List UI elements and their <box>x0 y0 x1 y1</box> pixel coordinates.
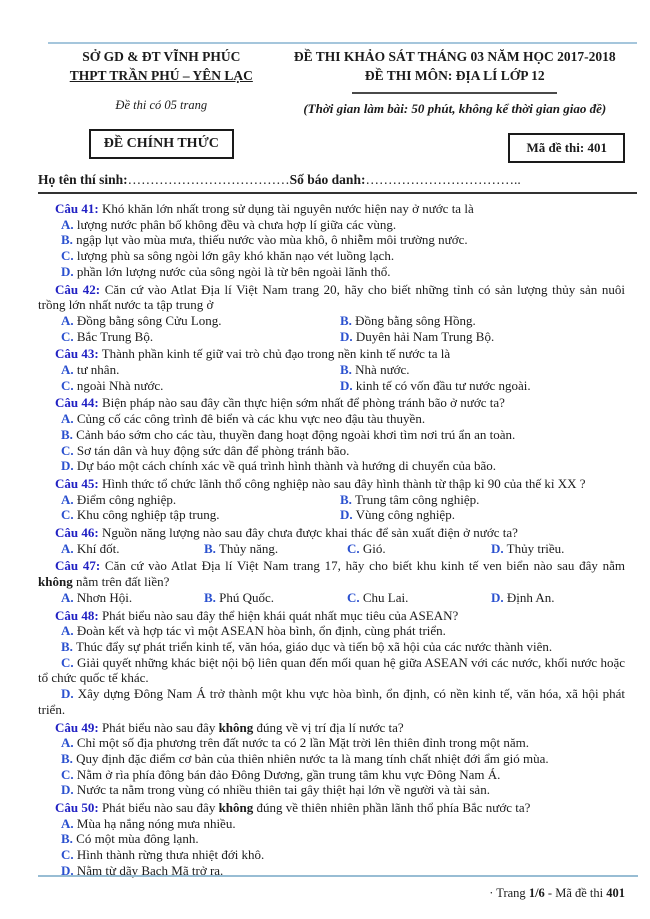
option-b <box>38 427 625 443</box>
option-letter: C. <box>61 442 74 458</box>
option-row <box>38 541 625 557</box>
exam-code-box: Mã đề thi: 401 <box>508 133 625 163</box>
option-row <box>38 590 625 606</box>
option-d <box>491 590 625 606</box>
option-text: Nước ta nằm trong vùng có nhiều thiên tai gây thiệt hại lớn về người và tài sản. <box>76 782 490 798</box>
question-45 <box>38 476 625 523</box>
option-letter: D. <box>61 263 74 279</box>
option-letter: C. <box>347 589 360 605</box>
option-text: kinh tế có vốn đầu tư nước ngoài. <box>355 377 531 393</box>
school-name: THPT TRẦN PHÚ – YÊN LẠC <box>69 68 253 83</box>
option-d <box>38 264 625 280</box>
option-a <box>61 313 340 329</box>
question-pre: Hình thức tổ chức lãnh thổ công nghiệp nào sau đây hình thành từ thập kỉ 90 của thế kỉ XX ? <box>101 475 586 491</box>
option-text: Định An. <box>506 589 555 605</box>
option-letter: C. <box>61 847 74 863</box>
option-c <box>347 541 491 557</box>
option-text: Đồng bằng sông Cửu Long. <box>76 312 222 328</box>
option-letter: A. <box>61 623 74 639</box>
question-text <box>38 608 625 624</box>
option-d <box>340 378 625 394</box>
option-b <box>340 492 625 508</box>
exam-header <box>38 49 625 163</box>
question-post: nằm trên đất liền? <box>75 574 170 590</box>
question-bold-word: không <box>218 800 254 816</box>
question-text <box>38 346 625 362</box>
footer-prefix: · Trang <box>489 886 529 900</box>
option-letter: B. <box>61 232 73 248</box>
option-text: Nhà nước. <box>355 362 410 378</box>
option-text: Mùa hạ nắng nóng mưa nhiều. <box>76 815 236 831</box>
option-letter: C. <box>61 248 74 264</box>
question-46 <box>38 525 625 556</box>
header-left-column <box>38 49 285 163</box>
option-a <box>38 217 625 233</box>
option-letter: B. <box>61 426 73 442</box>
option-d <box>491 541 625 557</box>
option-c <box>38 443 625 459</box>
exam-code-wrap <box>285 133 625 163</box>
option-row <box>38 507 625 523</box>
question-text <box>38 720 625 736</box>
question-text <box>38 525 625 541</box>
option-c <box>38 847 625 863</box>
question-bold-word: không <box>218 719 254 735</box>
question-pre: Phát biểu nào sau đây thể hiện khái quát nhất mục tiêu của ASEAN? <box>101 607 459 623</box>
question-pre: Biện pháp nào sau đây cần thực hiện sớm nhất để phòng tránh bão ở nước ta? <box>101 395 505 411</box>
question-pre: Căn cứ vào Atlat Địa lí Việt Nam trang 17, hãy cho biết khu kinh tế ven biển nào sau đây nằm <box>104 558 626 574</box>
option-c <box>61 378 340 394</box>
option-text: Nằm từ dãy Bạch Mã trở ra. <box>76 862 224 878</box>
question-50 <box>38 800 625 879</box>
option-b <box>38 232 625 248</box>
option-letter: A. <box>61 312 74 328</box>
question-list <box>38 201 625 879</box>
option-b <box>340 313 625 329</box>
question-42 <box>38 282 625 345</box>
option-text: Trung tâm công nghiệp. <box>354 491 480 507</box>
option-a <box>61 492 340 508</box>
footer-divider-line <box>38 875 638 877</box>
option-text: Nằm ở rìa phía đông bán đảo Đông Dương, gần trung tâm khu vực Đông Nam Á. <box>76 766 501 782</box>
option-text: Thủy năng. <box>218 540 279 556</box>
pages-note: Đề thi có 05 trang <box>115 98 208 112</box>
subject-title: ĐỀ THI MÔN: ĐỊA LÍ LỚP 12 <box>364 68 545 83</box>
option-letter: A. <box>61 411 74 427</box>
question-label: Câu 49: <box>55 719 99 735</box>
option-text: lượng phù sa sông ngòi lớn gây khó khăn nạo vét luồng lạch. <box>76 248 395 264</box>
option-letter: B. <box>61 638 73 654</box>
question-label: Câu 45: <box>55 475 99 491</box>
option-text: Nhơn Hội. <box>76 589 133 605</box>
question-label: Câu 42: <box>55 281 101 297</box>
option-text: Thủy triều. <box>506 540 565 556</box>
option-text: Phú Quốc. <box>219 589 275 605</box>
question-pre: Nguồn năng lượng nào sau đây chưa được khai thác để sản xuất điện ở nước ta? <box>101 525 518 541</box>
option-letter: C. <box>61 766 74 782</box>
option-letter: C. <box>347 540 360 556</box>
question-post: đúng về vị trí địa lí nước ta? <box>256 719 404 735</box>
option-b <box>38 639 625 655</box>
question-label: Câu 47: <box>55 558 101 574</box>
option-text: Xây dựng Đông Nam Á trở thành một khu vực hòa bình, ổn định, có nền kinh tế, văn hóa, xã hội phát triển. <box>38 686 626 717</box>
option-text: Củng cố các công trình đê biển và các khu vực neo đậu tàu thuyền. <box>76 411 426 427</box>
option-letter: D. <box>491 589 504 605</box>
footer-mid: - Mã đề thi <box>544 886 607 900</box>
option-text: Duyên hải Nam Trung Bộ. <box>355 328 495 344</box>
option-text: Dự báo một cách chính xác về quá trình hình thành và hướng di chuyển của bão. <box>76 458 497 474</box>
option-text: Quy định đặc điểm cơ bản của thiên nhiên nước ta là mang tính chất nhiệt đới ẩm gió mùa. <box>76 750 549 766</box>
option-row <box>38 329 625 345</box>
option-a <box>38 623 625 639</box>
question-41 <box>38 201 625 280</box>
question-text <box>38 476 625 492</box>
question-47 <box>38 558 625 605</box>
option-a <box>38 816 625 832</box>
option-a <box>61 590 204 606</box>
footer-page-number: 1/6 <box>528 886 545 900</box>
student-info-line <box>38 172 637 194</box>
page-footer <box>489 886 625 901</box>
option-a <box>61 362 340 378</box>
option-d <box>38 782 625 798</box>
option-text: Có một mùa đông lạnh. <box>76 831 199 847</box>
option-b <box>38 831 625 847</box>
option-letter: A. <box>61 589 74 605</box>
option-letter: C. <box>61 654 74 670</box>
option-text: Đoàn kết và hợp tác vì một ASEAN hòa bình, ổn định, cùng phát triển. <box>76 623 446 639</box>
option-text: Cảnh báo sớm cho các tàu, thuyền đang hoạt động ngoài khơi tìm nơi trú ẩn an toàn. <box>76 426 516 442</box>
option-text: Chỉ một số địa phương trên đất nước ta có 2 lần Mặt trời lên thiên đỉnh trong một năm. <box>76 735 529 751</box>
option-b <box>204 541 347 557</box>
option-b <box>38 751 625 767</box>
option-c <box>38 248 625 264</box>
question-pre: Thành phần kinh tế giữ vai trò chủ đạo trong nền kinh tế nước ta là <box>101 346 451 362</box>
option-text: Vùng công nghiệp. <box>355 507 455 523</box>
question-label: Câu 41: <box>55 201 99 216</box>
department-name: SỞ GD & ĐT VĨNH PHÚC <box>82 49 241 64</box>
option-letter: A. <box>61 540 74 556</box>
top-divider-line <box>48 42 637 44</box>
question-43 <box>38 346 625 393</box>
option-letter: B. <box>340 312 352 328</box>
question-label: Câu 44: <box>55 395 99 411</box>
option-letter: B. <box>61 750 73 766</box>
question-text <box>38 558 625 589</box>
question-label: Câu 48: <box>55 607 99 623</box>
option-letter: C. <box>61 507 74 523</box>
question-post: đúng về thiên nhiên phần lãnh thổ phía Bắc nước ta? <box>256 800 531 816</box>
option-letter: B. <box>340 491 352 507</box>
option-text: Hình thành rừng thưa nhiệt đới khô. <box>76 847 265 863</box>
question-text <box>38 395 625 411</box>
option-letter: D. <box>491 540 504 556</box>
question-pre: Phát biểu nào sau đây <box>101 800 216 816</box>
option-c <box>347 590 491 606</box>
question-44 <box>38 395 625 474</box>
option-d <box>38 458 625 474</box>
option-letter: A. <box>61 216 74 232</box>
option-c <box>38 655 625 686</box>
option-b <box>204 590 347 606</box>
option-text: Thúc đẩy sự phát triển kinh tế, văn hóa, giáo dục và tiến bộ xã hội của các nước thành viên. <box>75 638 553 654</box>
option-letter: D. <box>61 458 74 474</box>
footer-exam-code: 401 <box>606 886 625 900</box>
option-text: lượng nước phân bố không đều và chưa hợp lí giữa các vùng. <box>76 216 397 232</box>
student-name-dots: ……………………………… <box>127 172 290 187</box>
option-letter: A. <box>61 735 74 751</box>
question-text <box>38 800 625 816</box>
student-name-label: Họ tên thí sinh: <box>38 172 128 187</box>
exam-title: ĐỀ THI KHẢO SÁT THÁNG 03 NĂM HỌC 2017-2018 <box>293 49 616 64</box>
header-right-column <box>285 49 625 163</box>
question-49 <box>38 720 625 799</box>
option-row <box>38 492 625 508</box>
option-row <box>38 313 625 329</box>
option-letter: B. <box>61 831 73 847</box>
official-exam-box: ĐỀ CHÍNH THỨC <box>89 129 234 159</box>
option-letter: D. <box>61 782 74 798</box>
question-text <box>38 201 625 217</box>
option-letter: C. <box>61 377 74 393</box>
title-underline <box>352 92 557 94</box>
option-text: Chu Lai. <box>362 589 409 605</box>
option-letter: B. <box>204 589 216 605</box>
option-text: Điểm công nghiệp. <box>76 491 177 507</box>
question-label: Câu 50: <box>55 800 99 816</box>
option-letter: A. <box>61 815 74 831</box>
option-a <box>38 411 625 427</box>
option-letter: B. <box>340 362 352 378</box>
option-text: Khí đốt. <box>76 540 120 556</box>
option-b <box>340 362 625 378</box>
option-letter: A. <box>61 362 74 378</box>
question-48 <box>38 608 625 718</box>
option-text: Gió. <box>362 540 386 556</box>
option-letter: C. <box>61 328 74 344</box>
option-c <box>61 507 340 523</box>
option-letter: D. <box>61 862 74 878</box>
option-text: Bắc Trung Bộ. <box>76 328 154 344</box>
student-id-dots: …………………………….. <box>365 172 521 187</box>
duration-note: (Thời gian làm bài: 50 phút, không kể thời gian giao đề) <box>303 101 607 116</box>
option-letter: D. <box>340 328 353 344</box>
option-text: Đồng bằng sông Hồng. <box>355 312 476 328</box>
option-text: Sơ tán dân và huy động sức dân để phòng tránh bão. <box>76 442 350 458</box>
option-d <box>38 686 625 717</box>
question-label: Câu 46: <box>55 525 99 541</box>
question-text <box>38 282 625 313</box>
option-text: ngoài Nhà nước. <box>76 377 164 393</box>
option-text: Giải quyết những khác biệt nội bộ liên quan đến mối quan hệ giữa ASEAN với các nước, khối nước hoặc tổ chức quốc tế khác. <box>38 654 625 686</box>
question-pre: Phát biểu nào sau đây <box>101 719 216 735</box>
option-text: tư nhân. <box>76 362 120 378</box>
option-letter: D. <box>61 686 74 702</box>
option-a <box>38 735 625 751</box>
option-letter: A. <box>61 491 74 507</box>
question-label: Câu 43: <box>55 346 99 362</box>
option-c <box>61 329 340 345</box>
question-pre: Khó khăn lớn nhất trong sử dụng tài nguyên nước hiện nay ở nước ta là <box>101 201 474 216</box>
option-d <box>340 507 625 523</box>
question-bold-word: không <box>38 574 73 590</box>
option-d <box>340 329 625 345</box>
option-letter: B. <box>204 540 216 556</box>
option-letter: D. <box>340 507 353 523</box>
option-text: phần lớn lượng nước của sông ngòi là từ bên ngoài lãnh thổ. <box>76 263 391 279</box>
question-pre: Căn cứ vào Atlat Địa lí Việt Nam trang 20, hãy cho biết những tỉnh có sản lượng thủy sản nuôi trồng lớn nhất nước ta tập trung ở <box>38 281 626 313</box>
option-c <box>38 767 625 783</box>
option-letter: D. <box>340 377 353 393</box>
student-id-label: Số báo danh: <box>289 172 366 187</box>
official-box-wrap <box>38 129 285 159</box>
option-row <box>38 378 625 394</box>
option-row <box>38 362 625 378</box>
option-a <box>61 541 204 557</box>
option-text: ngập lụt vào mùa mưa, thiếu nước vào mùa khô, ô nhiễm môi trường nước. <box>76 232 468 248</box>
option-text: Khu công nghiệp tập trung. <box>76 507 220 523</box>
